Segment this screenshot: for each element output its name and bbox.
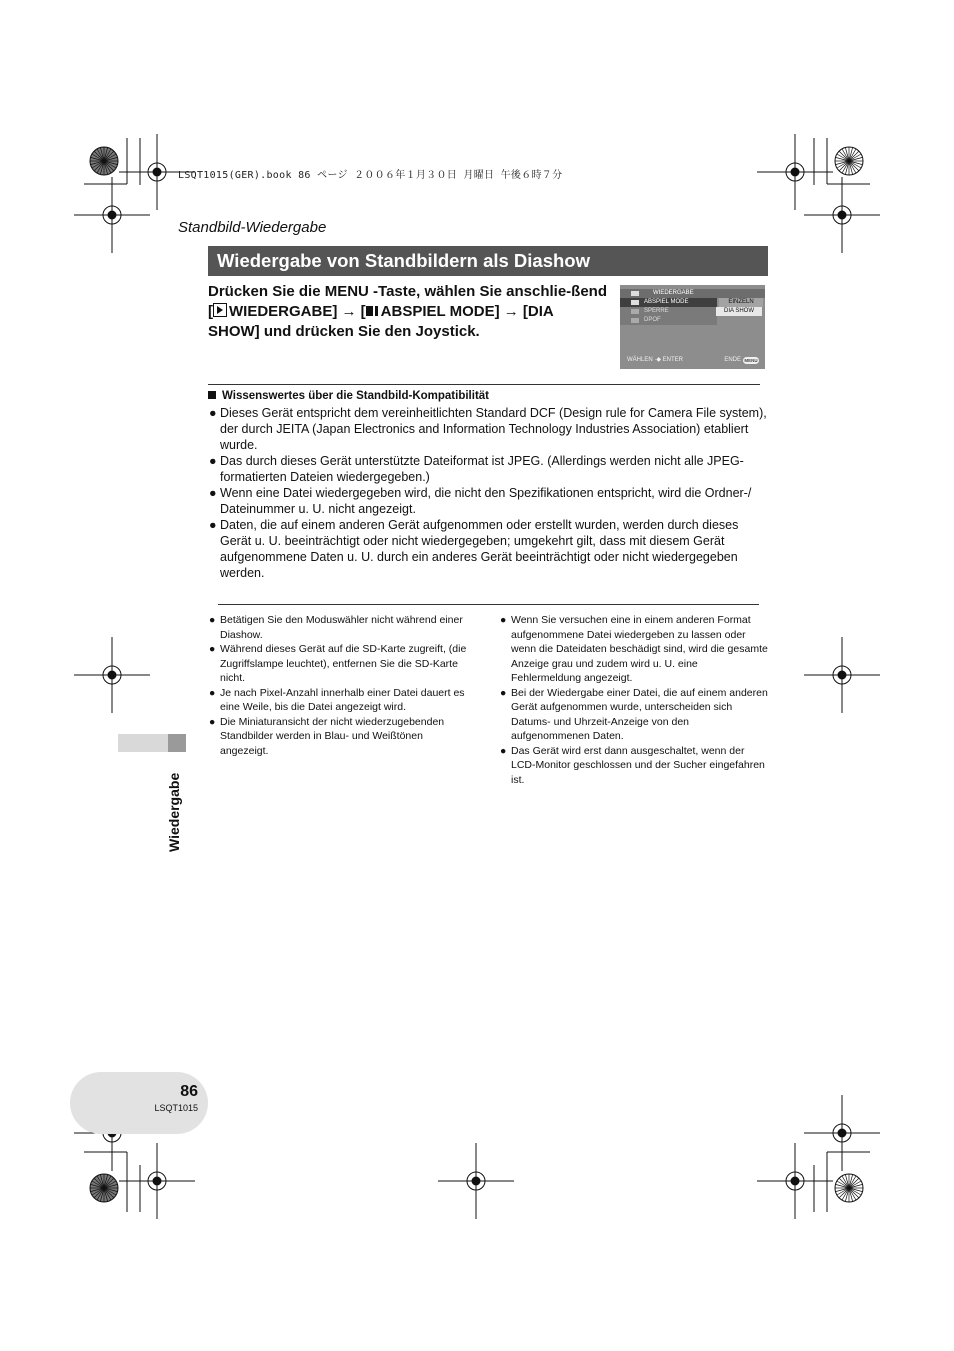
lcd-row-label: SPERRE [644, 308, 669, 314]
crosshair-mark [757, 1143, 833, 1219]
side-label-text: Wiedergabe [166, 772, 182, 852]
notes-right-column [499, 613, 769, 787]
lcd-option-einzeln: EINZELN [719, 298, 763, 307]
note-text: Wenn Sie versuchen eine in einem anderen Format aufgenommene Datei wiedergeben zu lassen oder wenn die Dateidaten beschädigt sind, wird die gesamte Anzeige grau und zudem wird u. U. eine Fehlermeldung angezeigt. [511, 614, 768, 684]
note-item [499, 686, 769, 744]
note-item [208, 642, 473, 686]
list-item-text: Daten, die auf einem anderen Gerät aufgenommen oder erstellt wurden, werden durch dieses Gerät u. U. beeinträchtigt oder nicht wiedergegeben; umgekehrt gilt, dass mit diesem Gerät aufgenommene Daten u. U. durch ein anderes Gerät beeinträchtigt oder nicht wiedergegeben werden. [220, 518, 739, 580]
page-code: LSQT1015 [154, 1103, 198, 1113]
lcd-footer-end: ENDE [724, 357, 741, 363]
list-item-text: Wenn eine Datei wiedergegeben wird, die nicht den Spezifikationen entspricht, wird die Ordner-/ Dateinummer u. U. nicht angezeigt. [220, 486, 752, 516]
lcd-row-label: ABSPIEL MODE [644, 299, 689, 305]
crosshair-mark [804, 1095, 880, 1171]
lcd-dpof-icon [631, 318, 639, 323]
note-item [208, 686, 473, 715]
compat-subheading [208, 388, 768, 404]
lcd-row-label: DPOF [644, 317, 661, 323]
page-number: 86 [180, 1083, 198, 1100]
list-item [208, 453, 768, 485]
compat-subheading-text: Wissenswertes über die Standbild-Kompatibilität [222, 390, 489, 402]
rosette-mark [90, 147, 118, 175]
note-text: Betätigen Sie den Moduswähler nicht während einer Diashow. [220, 614, 463, 641]
lcd-lock-icon [631, 309, 639, 314]
list-item-text: Das durch dieses Gerät unterstützte Dateiformat ist JPEG. (Allerdings werden nicht alle JPEG-formatierten Dateien wiedergegeben.) [220, 454, 744, 484]
note-item [208, 715, 473, 759]
square-bullet-icon [208, 391, 216, 399]
crosshair-mark [119, 1143, 195, 1219]
instruction-part-3: ABSPIEL MODE] → [DIA SHOW] und drücken Sie den Joystick. [208, 303, 554, 340]
bullet-icon: ● [209, 406, 217, 420]
compatibility-section [208, 388, 768, 581]
lcd-playback-icon [631, 291, 639, 296]
page-heading: Wiedergabe von Standbildern als Diashow [208, 246, 768, 276]
bullet-icon: ● [209, 715, 216, 728]
bullet-icon: ● [209, 518, 217, 532]
note-item [499, 744, 769, 788]
bullet-icon: ● [500, 744, 507, 757]
playback-mode-icon [366, 306, 378, 316]
list-item-text: Dieses Gerät entspricht dem vereinheitlichten Standard DCF (Design rule for Camera File system), der durch JEITA (Japan Electronics and Information Technology Industries Association) etabliert wurde. [220, 406, 767, 452]
instruction-part-1: Drücken Sie die MENU -Taste, wählen Sie anschlie-ßend [ [208, 283, 607, 320]
crosshair-mark [74, 637, 150, 713]
lcd-header [620, 289, 765, 298]
crosshair-mark [438, 1143, 514, 1219]
rosette-mark [835, 1174, 863, 1202]
lcd-menu-screenshot [620, 285, 765, 369]
note-text: Die Miniaturansicht der nicht wiederzugebenden Standbilder werden in Blau- und Weißtönen angezeigt. [220, 715, 445, 757]
instruction-text [208, 282, 608, 342]
playback-icon [213, 303, 227, 317]
section-title: Standbild-Wiedergabe [178, 219, 327, 236]
lcd-menu-button: MENU [744, 358, 758, 363]
rosette-mark [835, 147, 863, 175]
bullet-icon: ● [500, 686, 507, 699]
bullet-icon: ● [209, 454, 217, 468]
lcd-header-label: WIEDERGABE [653, 290, 694, 296]
crosshair-mark [804, 637, 880, 713]
note-text: Bei der Wiedergabe einer Datei, die auf einem anderen Gerät aufgenommen wurde, unterscheiden sich Datums- und Uhrzeit-Anzeige von den aufgenommenen Daten. [511, 686, 768, 742]
lcd-footer [627, 356, 759, 365]
divider-notes [218, 604, 759, 605]
note-text: Je nach Pixel-Anzahl innerhalb einer Datei dauert es eine Weile, bis die Datei angezeigt wird. [220, 686, 465, 713]
list-item [208, 517, 768, 581]
lcd-row-dpof [620, 316, 717, 325]
bullet-icon: ● [209, 643, 216, 655]
print-header: LSQT1015(GER).book 86 ページ ２００６年１月３０日 月曜日 午後６時７分 [178, 170, 563, 181]
list-item [208, 405, 768, 453]
instruction-part-2: WIEDERGABE] → [ [229, 303, 366, 320]
bullet-icon: ● [500, 614, 507, 626]
crosshair-mark [804, 177, 880, 253]
note-text: Während dieses Gerät auf die SD-Karte zugreift, (die Zugriffslampe leuchtet), entfernen Sie die SD-Karte nicht. [220, 643, 467, 684]
bullet-icon: ● [209, 686, 216, 699]
side-label [164, 760, 184, 860]
note-item [208, 613, 473, 642]
notes-left-column [208, 613, 473, 758]
bullet-icon: ● [209, 486, 217, 500]
bullet-icon: ● [209, 614, 216, 626]
side-tab-marker [168, 734, 186, 752]
lcd-option-dia-show: DIA SHOW [716, 307, 762, 316]
list-item [208, 485, 768, 517]
lcd-row-abspiel-mode [620, 298, 717, 307]
lcd-footer-select: WÄHLEN ·◆ ENTER [627, 357, 683, 363]
divider-top [208, 384, 760, 385]
crosshair-mark [757, 134, 833, 210]
rosette-mark [90, 1174, 118, 1202]
note-item [499, 613, 769, 686]
lcd-mode-icon [631, 300, 639, 305]
note-text: Das Gerät wird erst dann ausgeschaltet, wenn der LCD-Monitor geschlossen und der Sucher eingefahren ist. [511, 744, 765, 786]
lcd-row-sperre [620, 307, 717, 316]
crosshair-mark [74, 177, 150, 253]
